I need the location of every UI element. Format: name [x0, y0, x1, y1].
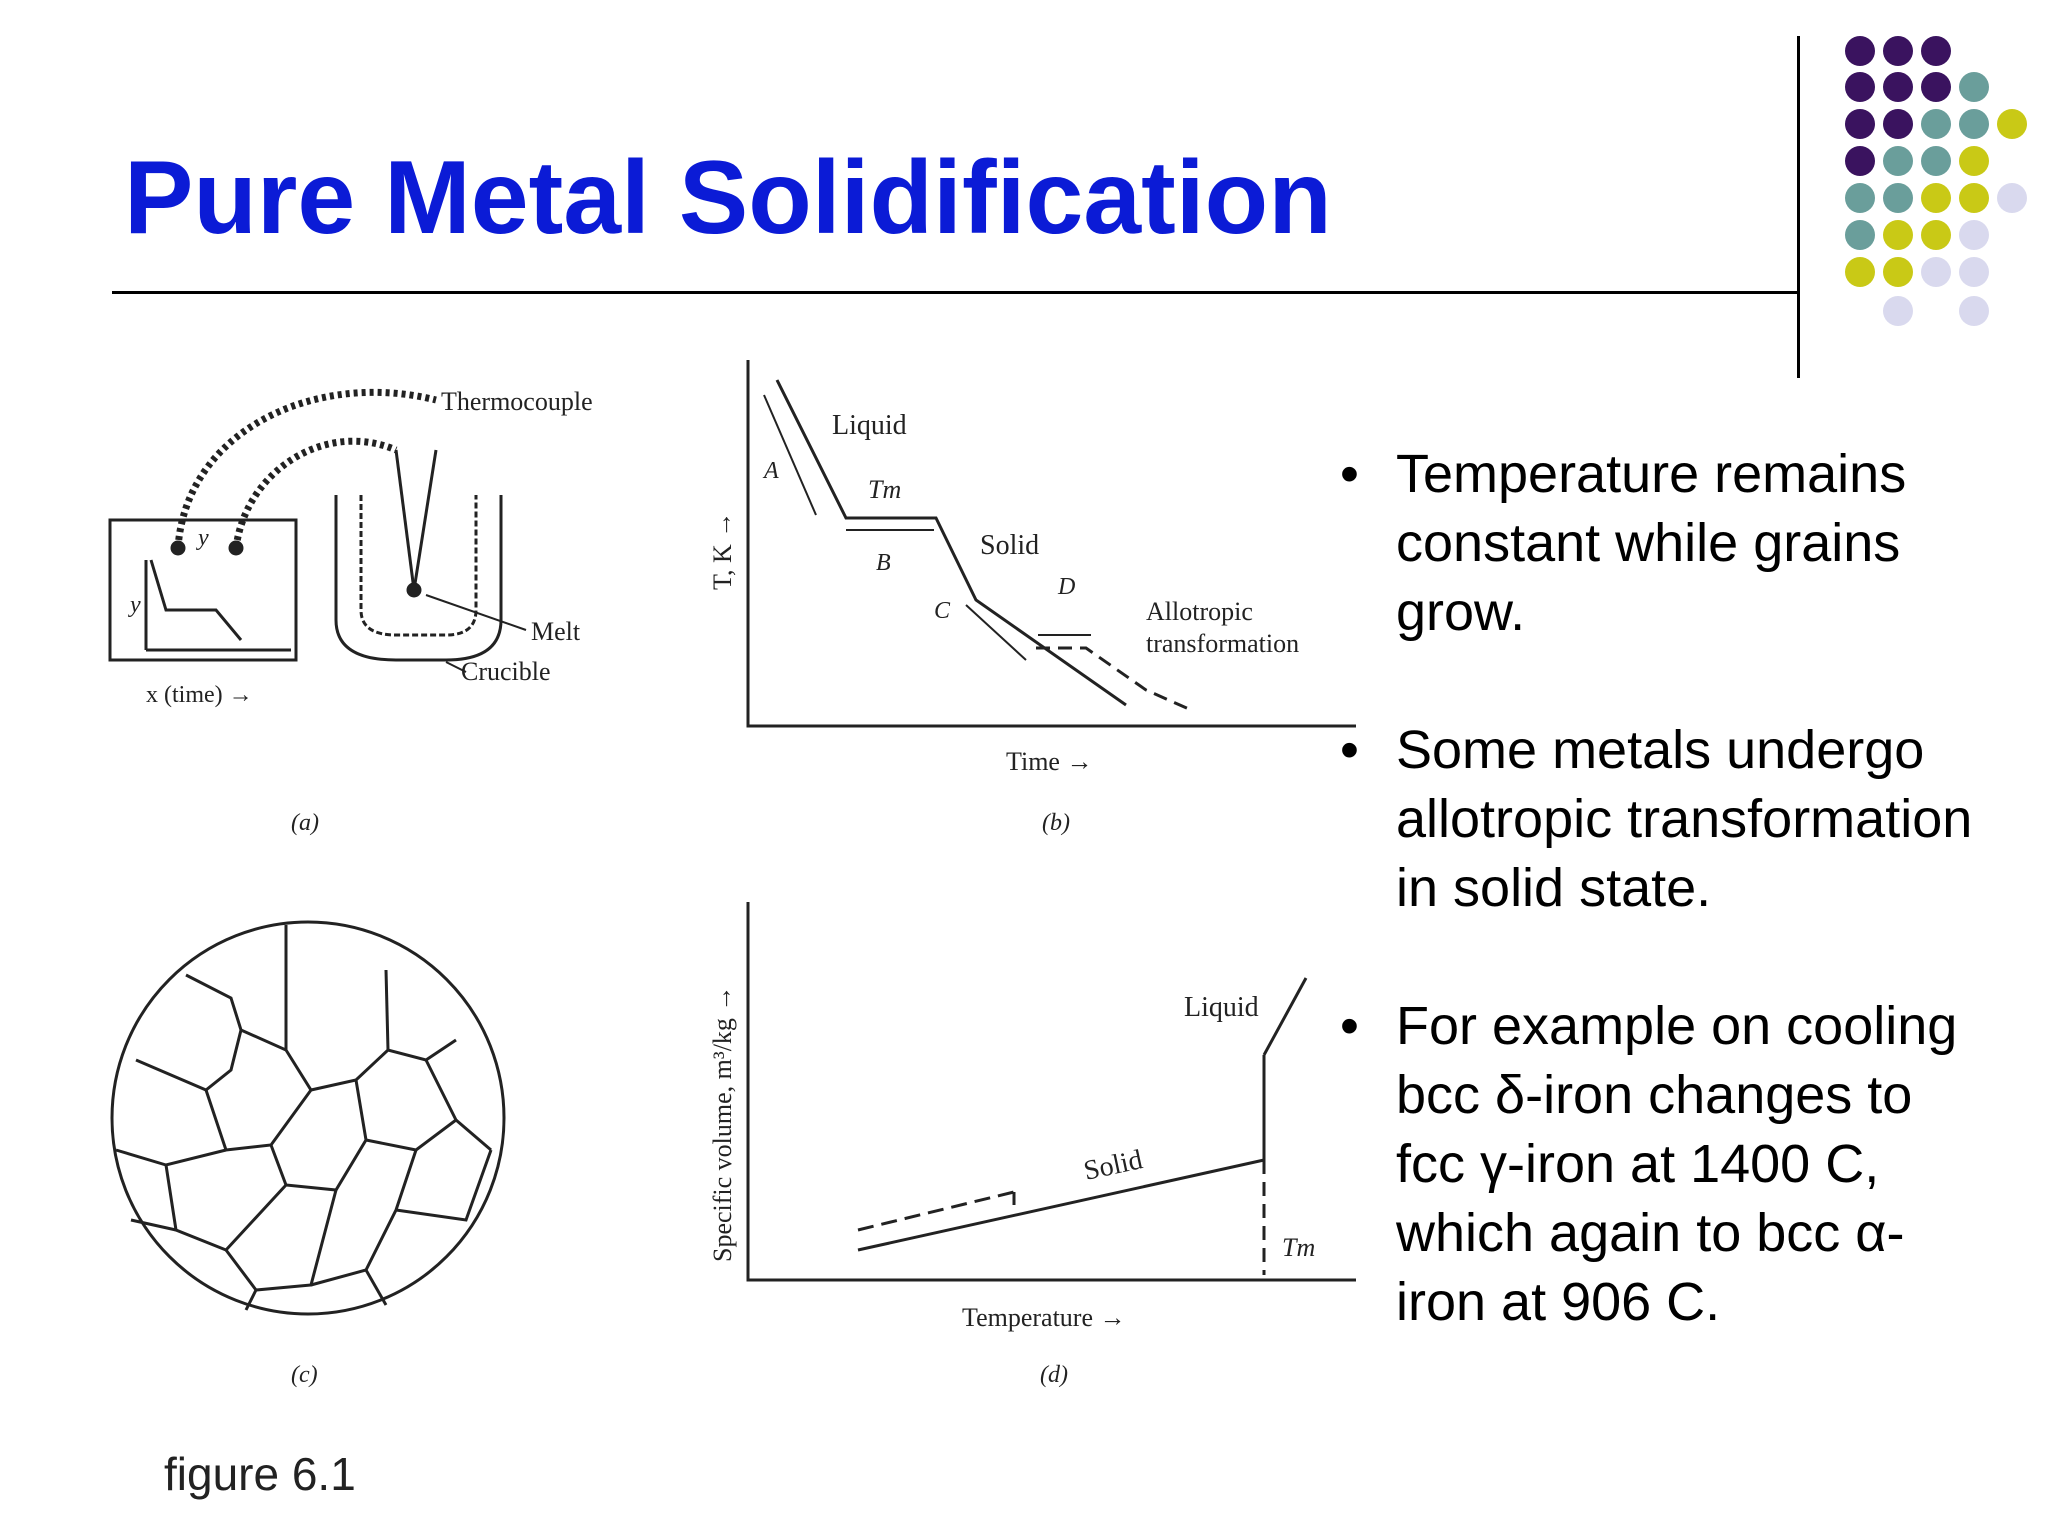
- grain-boundaries: [116, 1150, 226, 1165]
- grain-boundaries: [386, 970, 388, 1050]
- decor-dot: [1921, 72, 1951, 102]
- solid-line: [858, 1160, 1264, 1250]
- slide-title: Pure Metal Solidification: [124, 140, 1332, 256]
- grain-boundaries: [131, 1220, 176, 1230]
- grain-boundaries: [366, 1060, 456, 1150]
- decor-dot: [1921, 109, 1951, 139]
- grain-boundaries: [271, 1080, 366, 1190]
- decor-dot: [1883, 72, 1913, 102]
- probe-left: [396, 450, 414, 590]
- decor-dot: [1845, 146, 1875, 176]
- decor-dot: [1959, 183, 1989, 213]
- decor-dot: [1921, 36, 1951, 66]
- panel-label-a: (a): [291, 810, 319, 836]
- bullet-item: [1340, 992, 2020, 1337]
- label-liquid-b: Liquid: [832, 410, 907, 441]
- label-liquid-d: Liquid: [1184, 992, 1259, 1023]
- grain-boundary-circle: [112, 922, 504, 1314]
- title-divider: [112, 291, 1800, 294]
- solidification-figure: [96, 350, 1356, 1400]
- decor-dot: [1921, 183, 1951, 213]
- recorder-trace: [151, 560, 241, 640]
- decor-dot: [1845, 220, 1875, 250]
- bullet-line: bcc δ-iron changes to: [1396, 1065, 1913, 1125]
- probe-right: [414, 450, 436, 590]
- grain-boundaries: [456, 1120, 491, 1150]
- decor-dot: [1959, 220, 1989, 250]
- bullet-line: allotropic transformation: [1396, 789, 1973, 849]
- grain-boundaries: [166, 1165, 286, 1250]
- chart-b-axis-y-label: T, K →: [708, 511, 737, 590]
- decor-dot: [1845, 36, 1875, 66]
- label-solid-b: Solid: [980, 530, 1040, 561]
- bullet-line: grow.: [1396, 582, 1526, 642]
- decor-dot: [1883, 296, 1913, 326]
- decor-dot: [1921, 220, 1951, 250]
- bullet-item: [1340, 716, 2020, 923]
- decor-dot: [1883, 220, 1913, 250]
- label-tm-d: Tm: [1282, 1233, 1316, 1262]
- recorder-axis-x-label: x (time) →: [146, 682, 253, 708]
- wire-end-left: [172, 542, 184, 554]
- solid-line-dashed: [858, 1192, 1014, 1230]
- vertical-divider: [1797, 36, 1800, 378]
- bullet-line: • Some metals undergo: [1396, 720, 1925, 780]
- panel-label-b: (b): [1042, 810, 1070, 836]
- chart-d-axis-x-label: Temperature →: [962, 1303, 1126, 1332]
- panel-a-thermocouple-setup: [110, 392, 526, 672]
- label-melt: Melt: [531, 617, 581, 646]
- decor-dot: [1959, 296, 1989, 326]
- label-thermocouple: Thermocouple: [441, 387, 593, 416]
- grain-boundaries: [311, 1150, 416, 1285]
- label-y-lead: y: [198, 525, 209, 551]
- bullet-line: which again to bcc α-: [1396, 1203, 1905, 1263]
- wire-end-right: [230, 542, 242, 554]
- chart-d-axis-y-label: Specific volume, m³/kg →: [708, 985, 737, 1262]
- panel-label-c: (c): [291, 1362, 318, 1388]
- thermocouple-wire-inner: [236, 441, 396, 548]
- figure-caption: figure 6.1: [164, 1448, 356, 1500]
- label-crucible: Crucible: [461, 657, 551, 686]
- label-allotropic-1: Allotropic: [1146, 597, 1253, 626]
- panel-label-d: (d): [1040, 1362, 1068, 1388]
- decor-dot: [1959, 146, 1989, 176]
- bullet-list: [1340, 440, 2020, 1406]
- label-solid-d: Solid: [1081, 1144, 1146, 1187]
- recorder-axis-y-label: y: [130, 592, 141, 618]
- label-d-b: D: [1058, 574, 1076, 600]
- decor-dot: [1959, 72, 1989, 102]
- bullet-line: • Temperature remains: [1396, 444, 1907, 504]
- decor-dot: [1959, 109, 1989, 139]
- grain-boundaries: [206, 1090, 311, 1150]
- probe-tip: [408, 584, 420, 596]
- decor-dot: [1845, 183, 1875, 213]
- grain-boundaries: [366, 1270, 386, 1305]
- grain-boundaries: [136, 1030, 241, 1090]
- decor-dot: [1997, 109, 2027, 139]
- chart-b-axis-x-label: Time →: [1006, 747, 1093, 776]
- decor-dot: [1883, 257, 1913, 287]
- bullet-line: in solid state.: [1396, 858, 1712, 918]
- decor-dot: [1921, 257, 1951, 287]
- panel-d-specific-volume: [748, 902, 1356, 1280]
- bullet-line: iron at 906 C.: [1396, 1272, 1721, 1332]
- bullet-line: • For example on cooling: [1396, 996, 1958, 1056]
- panel-c-grain-structure: [112, 922, 504, 1314]
- bullet-line: fcc γ-iron at 1400 C,: [1396, 1134, 1880, 1194]
- decor-dot: [1883, 36, 1913, 66]
- melt-leader: [426, 595, 526, 630]
- decor-dot: [1845, 109, 1875, 139]
- decor-dot: [1883, 146, 1913, 176]
- decor-dot: [1921, 146, 1951, 176]
- label-b-b: B: [876, 550, 891, 576]
- bracket-a: [764, 395, 816, 515]
- cooling-curve: [777, 380, 1126, 705]
- label-allotropic-2: transformation: [1146, 629, 1300, 658]
- decor-dot: [1845, 72, 1875, 102]
- decor-dot: [1997, 183, 2027, 213]
- label-a-b: A: [764, 458, 779, 484]
- grain-boundaries: [226, 1190, 336, 1290]
- decor-dot: [1883, 109, 1913, 139]
- liquid-line: [1264, 978, 1306, 1055]
- decor-dot: [1883, 183, 1913, 213]
- decor-dot: [1959, 257, 1989, 287]
- bullet-line: constant while grains: [1396, 513, 1901, 573]
- label-c-b: C: [934, 598, 951, 624]
- grain-boundaries: [396, 1150, 491, 1220]
- bullet-item: [1340, 440, 2020, 647]
- decor-dot: [1845, 257, 1875, 287]
- label-tm-b: Tm: [868, 475, 902, 504]
